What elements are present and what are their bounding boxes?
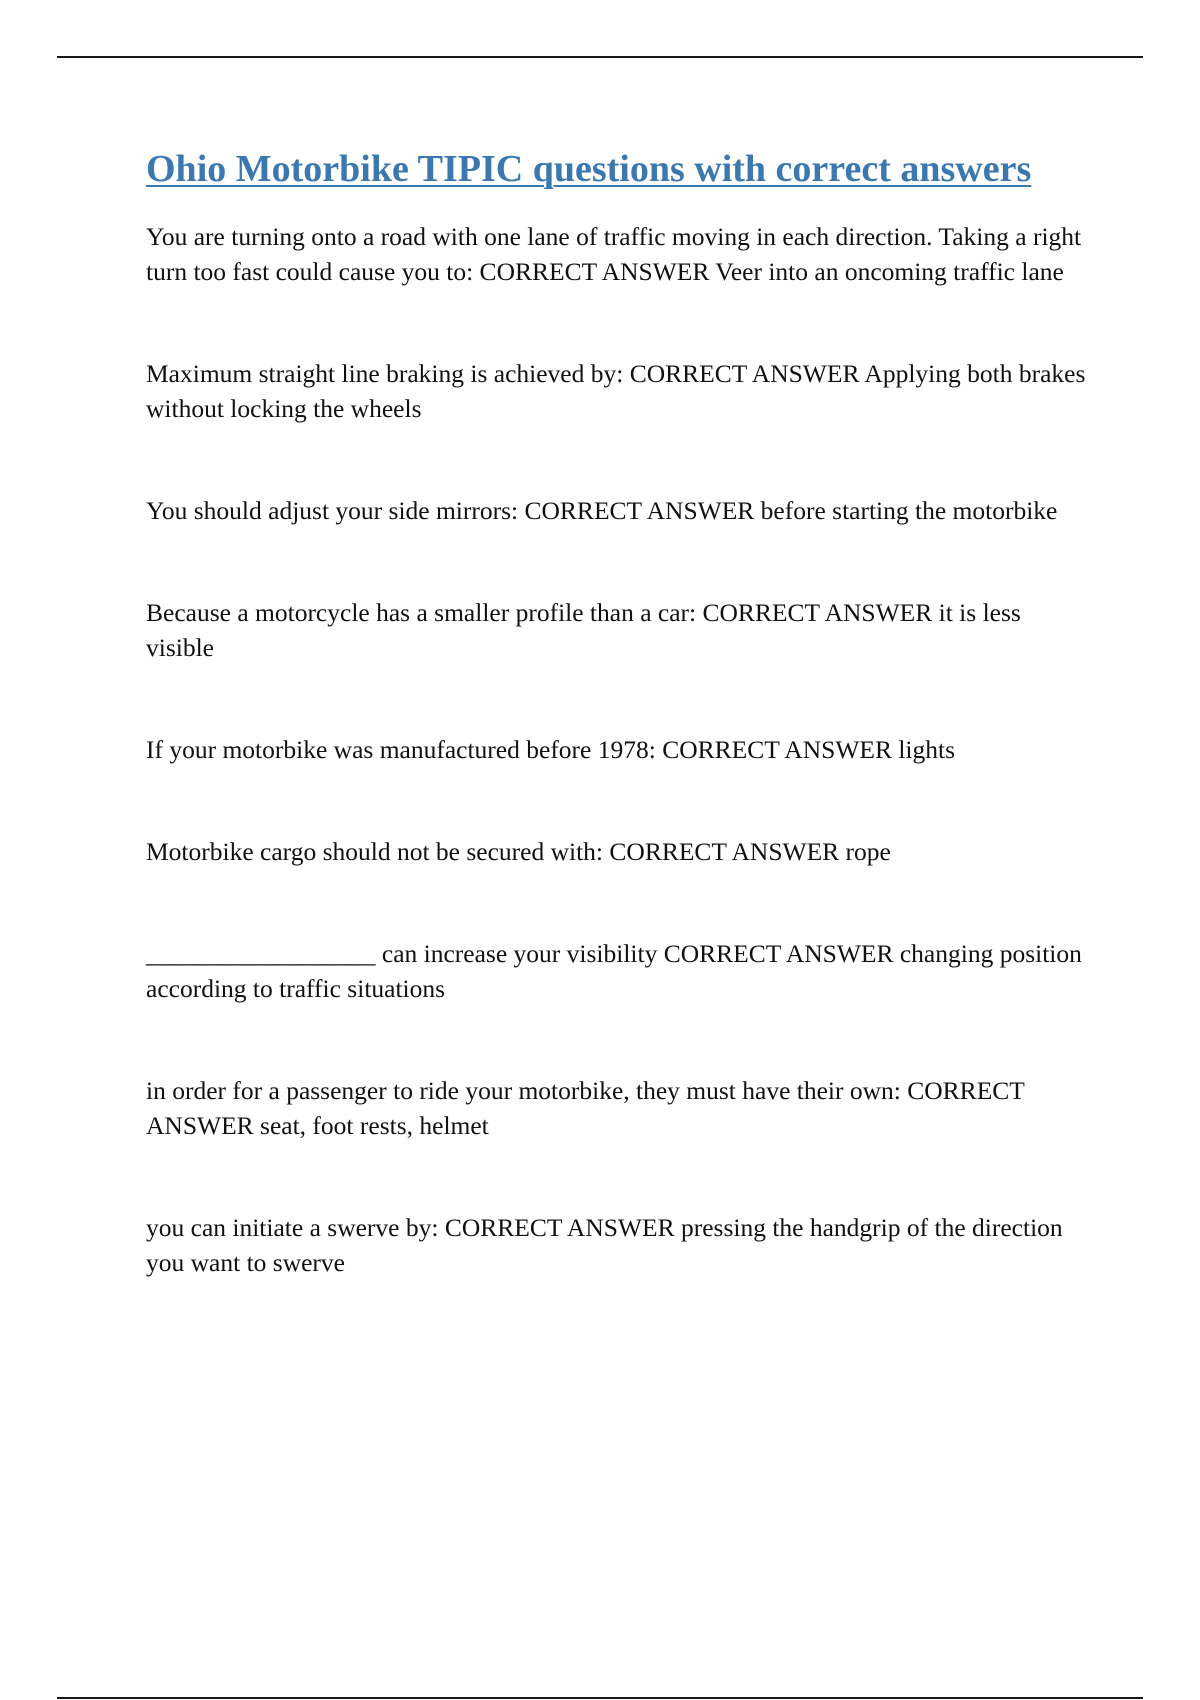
qa-entry-8: in order for a passenger to ride your motorbike, they must have their own: CORRECT ANSWER seat, foot rests, helmet	[146, 1076, 1025, 1140]
qa-entry-9: you can initiate a swerve by: CORRECT ANSWER pressing the handgrip of the direction you want to swerve	[146, 1213, 1063, 1277]
qa-entry-3: You should adjust your side mirrors: CORRECT ANSWER before starting the motorbike	[146, 496, 1058, 525]
qa-entry-1: You are turning onto a road with one lane of traffic moving in each direction. Taking a right turn too fast could cause you to: CORRECT ANSWER Veer into an oncoming traffic lane	[146, 222, 1082, 286]
document-body	[146, 143, 1091, 1280]
qa-entry-6: Motorbike cargo should not be secured with: CORRECT ANSWER rope	[146, 837, 891, 866]
qa-entry-4: Because a motorcycle has a smaller profile than a car: CORRECT ANSWER it is less visible	[146, 598, 1021, 662]
qa-entry-5: If your motorbike was manufactured before 1978: CORRECT ANSWER lights	[146, 735, 956, 764]
footer-rule	[57, 1697, 1143, 1699]
qa-entry-7: __________________ can increase your visibility CORRECT ANSWER changing position according to traffic situations	[146, 939, 1082, 1003]
document-title: Ohio Motorbike TIPIC questions with correct answers	[146, 148, 1032, 190]
header-rule	[57, 56, 1143, 58]
qa-entry-2: Maximum straight line braking is achieved by: CORRECT ANSWER Applying both brakes without locking the wheels	[146, 359, 1086, 423]
